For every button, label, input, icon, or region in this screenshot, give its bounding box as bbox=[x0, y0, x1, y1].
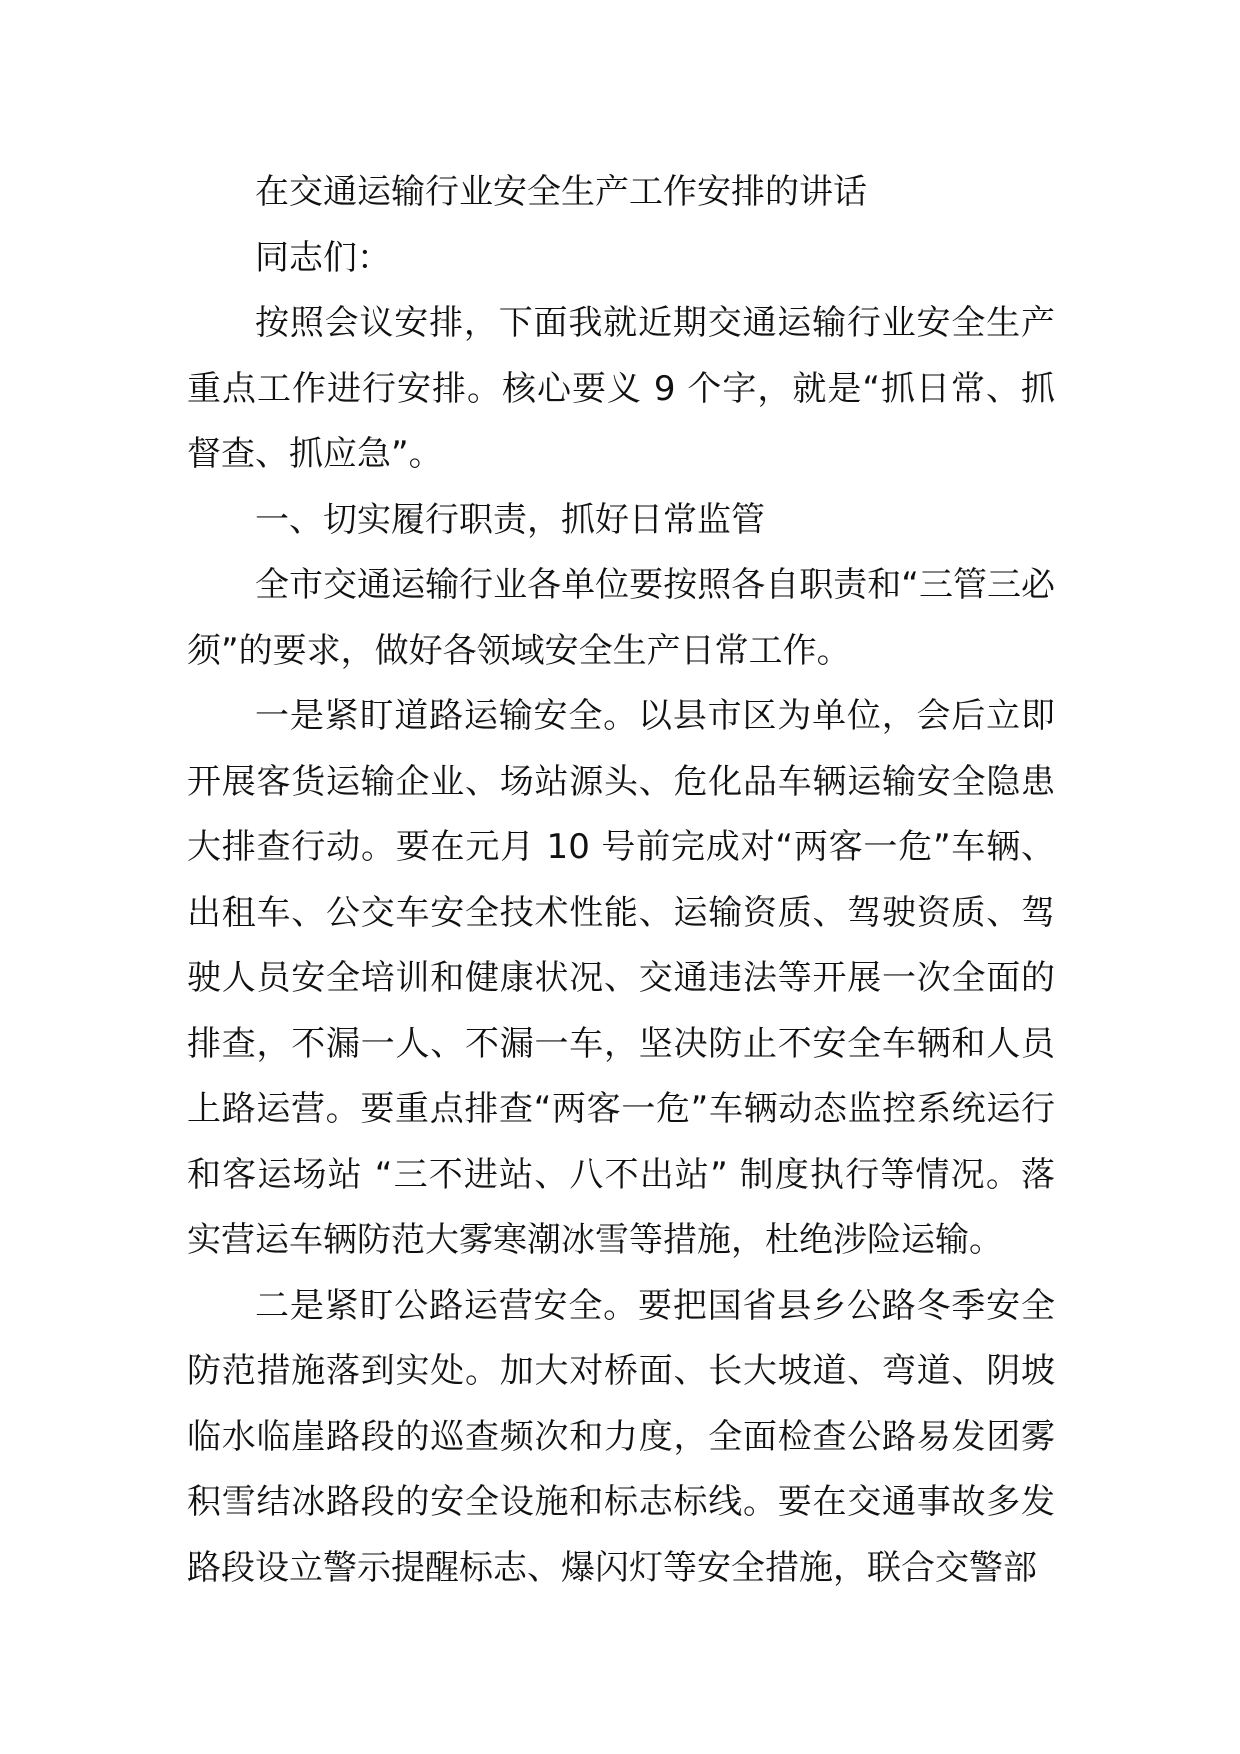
document-body bbox=[187, 160, 1055, 1601]
paragraph-section-intro: 全市交通运输行业各单位要按照各自职责和“三管三必须”的要求，做好各领域安全生产日常工作。 bbox=[187, 565, 1055, 671]
section-heading: 一、切实履行职责，抓好日常监管 bbox=[255, 499, 765, 540]
paragraph-highway-operation: 二是紧盯公路运营安全。要把国省县乡公路冬季安全防范措施落到实处。加大对桥面、长大坡道、弯道、阴坡临水临崖路段的巡查频次和力度，全面检查公路易发团雾积雪结冰路段的安全设施和标志标线。要在交通事故多发路段设立警示提醒标志、爆闪灯等安全措施，联合交警部 bbox=[187, 1285, 1055, 1588]
salutation: 同志们： bbox=[255, 237, 391, 278]
paragraph-road-transport: 一是紧盯道路运输安全。以县市区为单位，会后立即开展客货运输企业、场站源头、危化品车辆运输安全隐患大排查行动。要在元月 10 号前完成对“两客一危”车辆、出租车、公交车安全技术性能、运输资质、驾驶资质、驾驶人员安全培训和健康状况、交通违法等开展一次全面的排查，不漏一人、不漏一车，坚决防止不安全车辆和人员上路运营。要重点排查“两客一危”车辆动态监控系统运行和客运场站 “三不进站、八不出站” 制度执行等情况。落实营运车辆防范大雾寒潮冰雪等措施，杜绝涉险运输。 bbox=[187, 696, 1055, 1260]
document-title: 在交通运输行业安全生产工作安排的讲话 bbox=[255, 172, 867, 212]
paragraph-intro: 按照会议安排，下面我就近期交通运输行业安全生产重点工作进行安排。核心要义 9 个字，就是“抓日常、抓督查、抓应急”。 bbox=[187, 303, 1055, 474]
